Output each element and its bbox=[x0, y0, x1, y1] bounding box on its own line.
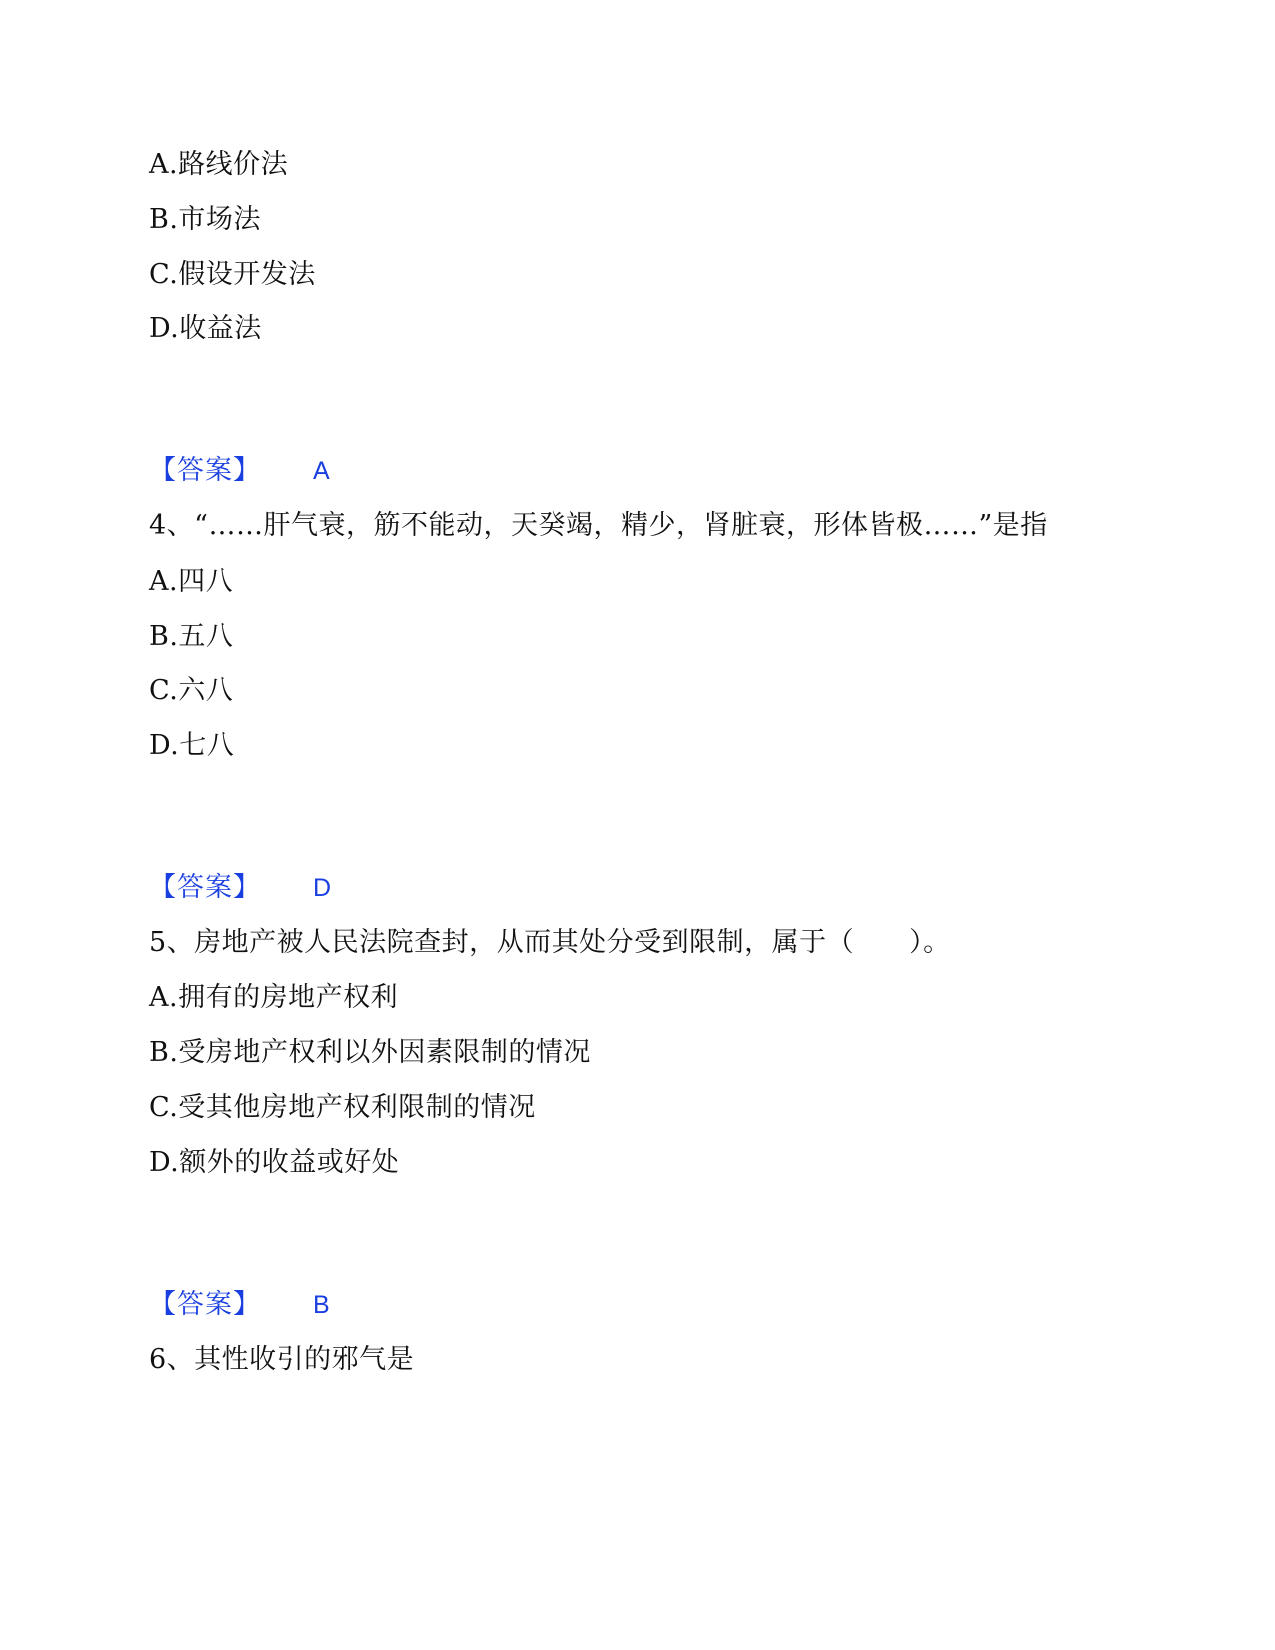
q5-option-b: B.受房地产权利以外因素限制的情况 bbox=[149, 1037, 591, 1068]
q3-answer bbox=[149, 454, 330, 488]
q3-option-b: B.市场法 bbox=[149, 204, 261, 235]
answer-value: A bbox=[313, 457, 331, 485]
answer-label: 【答案】 bbox=[149, 872, 261, 903]
q4-option-c: C.六八 bbox=[149, 675, 234, 706]
answer-value: B bbox=[313, 1291, 331, 1319]
q5-option-d: D.额外的收益或好处 bbox=[149, 1147, 400, 1178]
q6-stem: 6、其性收引的邪气是 bbox=[149, 1344, 415, 1375]
q3-option-c: C.假设开发法 bbox=[149, 259, 316, 290]
q4-option-d: D.七八 bbox=[149, 730, 235, 761]
q5-stem: 5、房地产被人民法院查封，从而其处分受到限制，属于（ ）。 bbox=[149, 927, 951, 958]
answer-value: D bbox=[313, 874, 332, 902]
q4-stem: 4、“……肝气衰，筋不能动，天癸竭，精少，肾脏衰，形体皆极……”是指 bbox=[149, 510, 1048, 541]
q4-option-b: B.五八 bbox=[149, 621, 234, 652]
q5-answer bbox=[149, 1288, 330, 1322]
q3-option-d: D.收益法 bbox=[149, 313, 262, 344]
q3-option-a: A.路线价法 bbox=[149, 149, 289, 180]
q4-answer bbox=[149, 871, 332, 905]
answer-label: 【答案】 bbox=[149, 1289, 261, 1320]
q4-option-a: A.四八 bbox=[149, 566, 234, 597]
answer-label: 【答案】 bbox=[149, 455, 261, 486]
q5-option-c: C.受其他房地产权利限制的情况 bbox=[149, 1092, 536, 1123]
q5-option-a: A.拥有的房地产权利 bbox=[149, 982, 399, 1013]
